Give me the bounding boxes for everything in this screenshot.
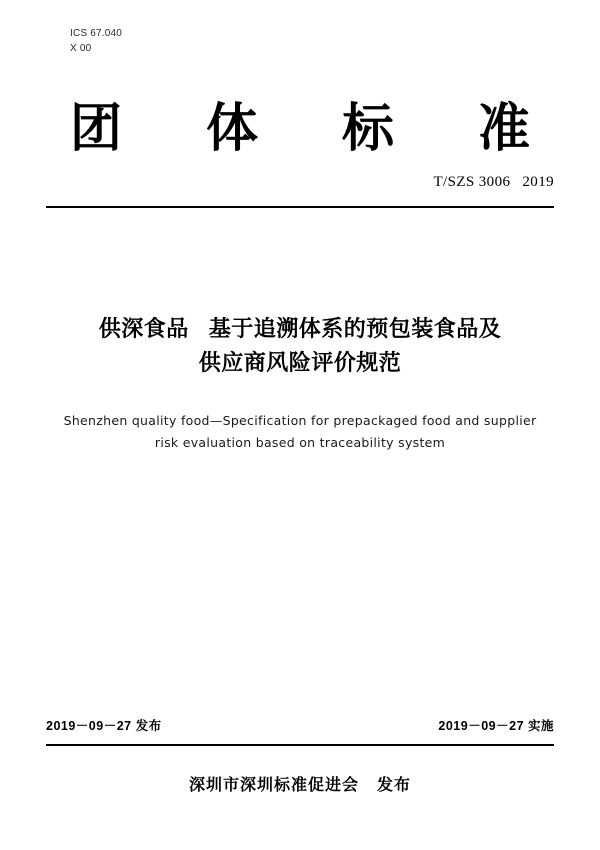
- document-title-chinese-line-1: [46, 312, 554, 346]
- footer-divider: [46, 744, 554, 746]
- standard-number-year: 2019: [522, 174, 554, 190]
- standard-type-title: [70, 100, 530, 160]
- standard-type-char-3: 标: [341, 101, 394, 158]
- document-title-english: [46, 410, 554, 454]
- standard-number: [433, 174, 554, 191]
- publisher-row: [46, 772, 554, 795]
- document-title-english-line-2: risk evaluation based on traceability system: [154, 435, 446, 450]
- date-row: [46, 716, 554, 734]
- publisher-action: 发布: [377, 777, 412, 794]
- publisher-name: 深圳市深圳标准促进会: [188, 777, 359, 794]
- document-title-chinese-line-1-part-1: 供深食品: [98, 316, 189, 341]
- document-title-chinese-line-2: 供应商风险评价规范: [198, 350, 402, 375]
- document-title-chinese-line-1-part-2: 基于追溯体系的预包装食品及: [208, 316, 502, 341]
- header-divider: [46, 206, 554, 208]
- standard-type-char-4: 准: [477, 101, 530, 158]
- document-title-english-line-1: Shenzhen quality food—Specification for prepackaged food and supplier: [63, 413, 537, 428]
- code-block: [70, 26, 122, 56]
- ics-code: ICS 67.040: [70, 28, 123, 39]
- document-title-chinese: [46, 312, 554, 380]
- standard-type-char-1: 团: [70, 101, 123, 158]
- standard-number-code: T/SZS 3006: [433, 174, 511, 190]
- issue-date: 2019－09－27 发布: [46, 719, 162, 733]
- classification-code: X 00: [70, 43, 92, 54]
- implementation-date: 2019－09－27 实施: [438, 719, 554, 733]
- standard-type-char-2: 体: [205, 101, 258, 158]
